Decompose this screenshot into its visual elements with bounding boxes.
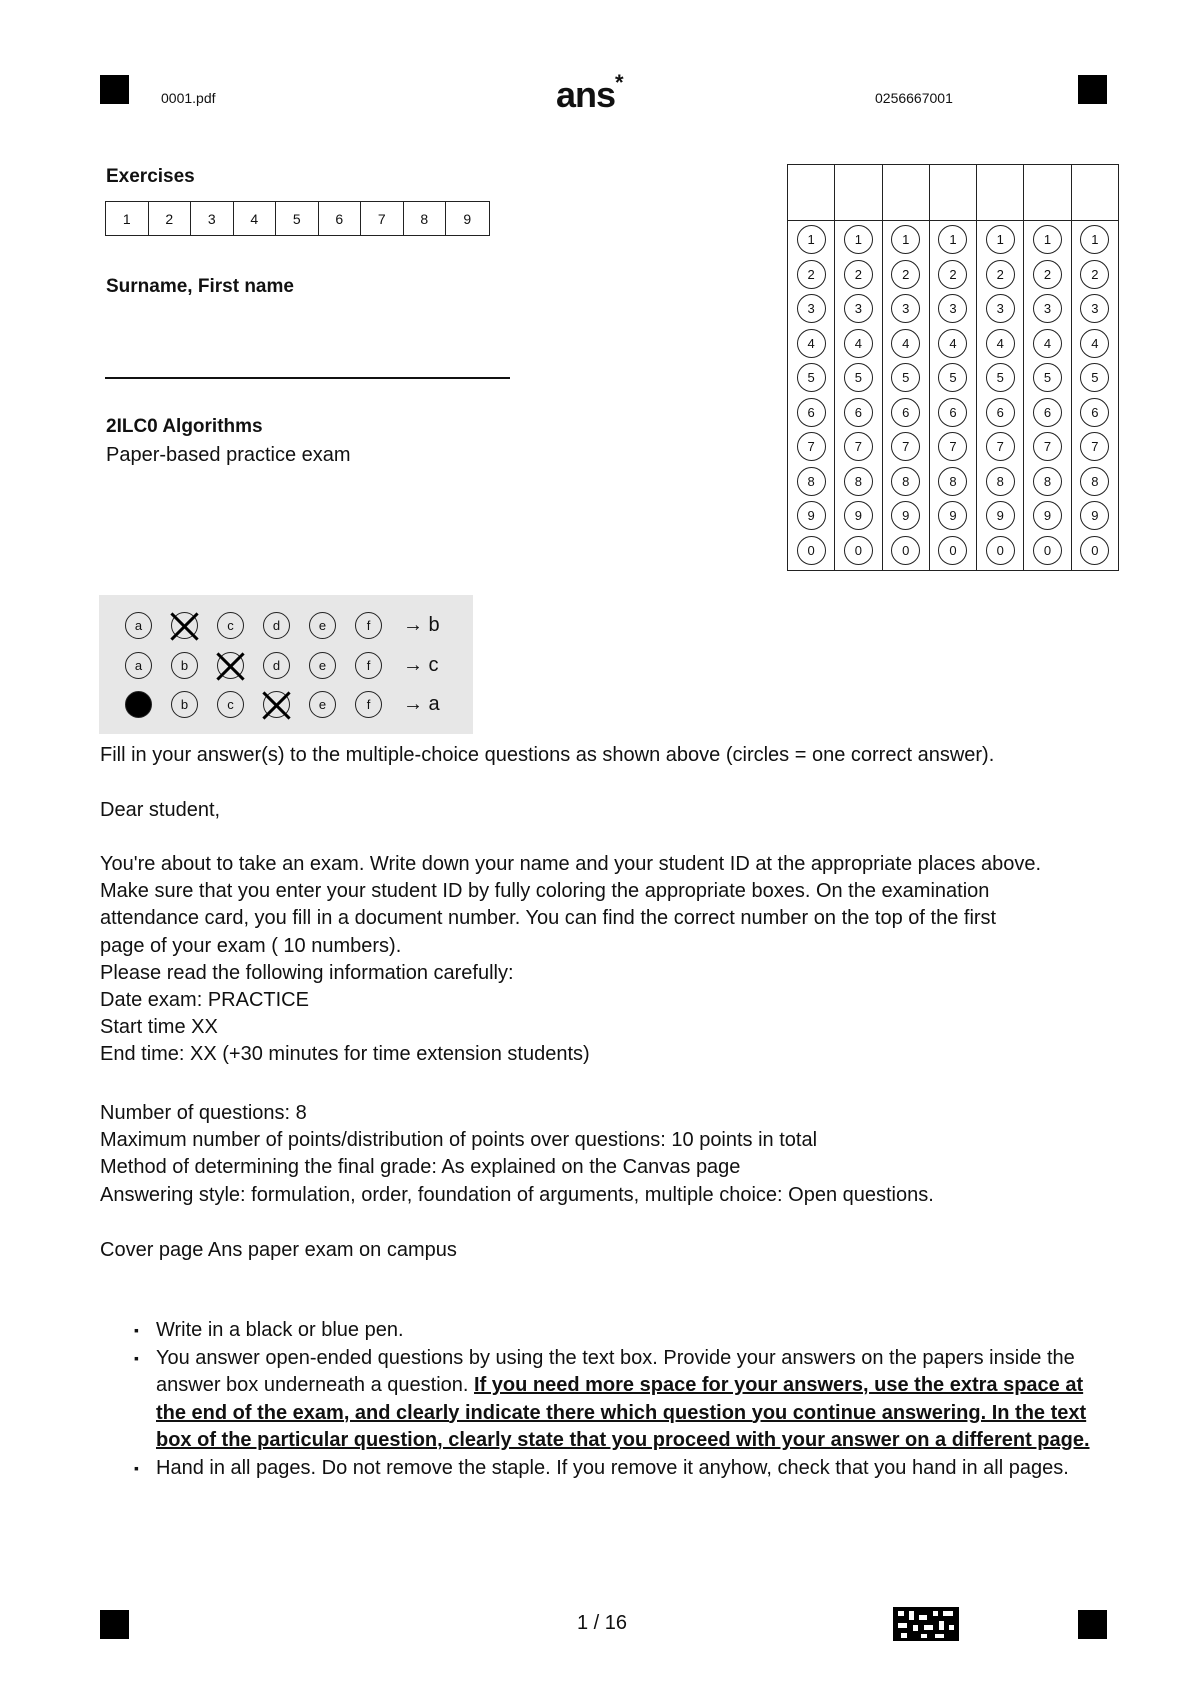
id-bubble-1[interactable]: 1 <box>891 225 920 254</box>
emphasis-text: If you need more space for your answers, use the extra space at the end of the exam, and clearly indicate there which question you continue answering. In the text box of the particular question, clearly state that you proceed with your answer on a different page. <box>156 1374 1090 1451</box>
id-bubble-7[interactable]: 7 <box>986 432 1015 461</box>
example-result: → a <box>403 693 440 715</box>
exercise-box-4[interactable]: 4 <box>234 202 277 235</box>
example-option-d-empty: d <box>263 652 290 679</box>
id-bubble-8[interactable]: 8 <box>938 467 967 496</box>
id-digit-box[interactable] <box>883 165 929 221</box>
example-option-c-empty: c <box>217 612 244 639</box>
exercise-box-8[interactable]: 8 <box>404 202 447 235</box>
text-line: Answering style: formulation, order, foundation of arguments, multiple choice: Open questions. <box>100 1183 934 1206</box>
id-bubble-3[interactable]: 3 <box>1033 294 1062 323</box>
id-bubble-8[interactable]: 8 <box>844 467 873 496</box>
exercise-box-9[interactable]: 9 <box>463 210 472 227</box>
example-option-c-cross <box>217 652 244 679</box>
id-digit-box[interactable] <box>1024 165 1070 221</box>
example-option-b-empty: b <box>171 652 198 679</box>
id-bubble-3[interactable]: 3 <box>844 294 873 323</box>
id-bubble-8[interactable]: 8 <box>1080 467 1109 496</box>
text-line: Start time XX <box>100 1016 218 1039</box>
example-result: → b <box>403 614 440 636</box>
id-bubble-0[interactable]: 0 <box>844 536 873 565</box>
exercise-box-5[interactable]: 5 <box>276 202 319 235</box>
id-bubble-9[interactable]: 9 <box>986 501 1015 530</box>
id-bubble-8[interactable]: 8 <box>891 467 920 496</box>
id-bubble-1[interactable]: 1 <box>1080 225 1109 254</box>
id-bubble-9[interactable]: 9 <box>891 501 920 530</box>
id-bubble-9[interactable]: 9 <box>1033 501 1062 530</box>
student-id-grid <box>787 164 1119 571</box>
cover-page-note: Cover page Ans paper exam on campus <box>100 1239 457 1261</box>
id-column-5 <box>977 165 1024 570</box>
id-bubble-3[interactable]: 3 <box>938 294 967 323</box>
text-line: You're about to take an exam. Write down your name and your student ID at the appropriate places above. <box>100 853 1042 875</box>
id-bubble-9[interactable]: 9 <box>1080 501 1109 530</box>
text-line: Date exam: PRACTICE <box>100 989 309 1012</box>
example-option-d-cross <box>263 691 290 718</box>
id-bubble-3[interactable]: 3 <box>891 294 920 323</box>
id-bubble-4[interactable]: 4 <box>938 329 967 358</box>
example-option-a-empty: a <box>125 612 152 639</box>
text-line: End time: XX (+30 minutes for time extension students) <box>100 1043 590 1066</box>
id-bubble-6[interactable]: 6 <box>938 398 967 427</box>
id-bubble-4[interactable]: 4 <box>1080 329 1109 358</box>
id-bubble-0[interactable]: 0 <box>1033 536 1062 565</box>
id-bubble-9[interactable]: 9 <box>797 501 826 530</box>
example-option-e-empty: e <box>309 691 336 718</box>
id-bubble-2[interactable]: 2 <box>986 260 1015 289</box>
id-bubble-0[interactable]: 0 <box>1080 536 1109 565</box>
exercise-box-1[interactable]: 1 <box>106 202 149 235</box>
list-item: ▪ You answer open-ended questions by using the text box. Provide your answers on the papers inside the answer box underneath a question. If you need more space for your answers, use the extra space at the end of the exam, and clearly indicate there which question you continue answering. In the text box of the particular question, clearly state that you proceed with your answer on a different page. <box>134 1345 1110 1455</box>
text-line: attendance card, you fill in a document number. You can find the correct number on the top of the first <box>100 907 997 930</box>
id-bubble-column <box>930 221 976 570</box>
greeting: Dear student, <box>100 799 221 821</box>
id-bubble-8[interactable]: 8 <box>1033 467 1062 496</box>
multiple-choice-example <box>99 595 473 734</box>
text-line: Please read the following information carefully: <box>100 961 514 984</box>
id-column-2 <box>835 165 882 570</box>
id-digit-box[interactable] <box>977 165 1023 221</box>
id-bubble-6[interactable]: 6 <box>1080 398 1109 427</box>
id-bubble-2[interactable]: 2 <box>797 260 826 289</box>
exercise-box-3[interactable]: 3 <box>191 202 234 235</box>
exercise-box-2[interactable]: 2 <box>149 202 192 235</box>
id-bubble-5[interactable]: 5 <box>986 363 1015 392</box>
id-bubble-3[interactable]: 3 <box>797 294 826 323</box>
example-option-d-empty: d <box>263 612 290 639</box>
id-bubble-6[interactable]: 6 <box>891 398 920 427</box>
id-bubble-4[interactable]: 4 <box>797 329 826 358</box>
ans-logo: ans* <box>556 70 623 115</box>
id-bubble-2[interactable]: 2 <box>844 260 873 289</box>
id-bubble-column <box>977 221 1023 570</box>
example-option-f-empty: f <box>355 691 382 718</box>
text-line: Number of questions: 8 <box>100 1102 307 1124</box>
id-bubble-column <box>1024 221 1070 570</box>
id-bubble-7[interactable]: 7 <box>891 432 920 461</box>
list-item: ▪ Hand in all pages. Do not remove the staple. If you remove it anyhow, check that you hand in all pages. <box>134 1455 1110 1483</box>
example-option-a-filled <box>125 691 152 718</box>
id-bubble-5[interactable]: 5 <box>891 363 920 392</box>
id-bubble-8[interactable]: 8 <box>986 467 1015 496</box>
id-bubble-7[interactable]: 7 <box>938 432 967 461</box>
id-bubble-1[interactable]: 1 <box>938 225 967 254</box>
id-column-4 <box>930 165 977 570</box>
rules-list <box>134 1317 1110 1482</box>
id-bubble-8[interactable]: 8 <box>797 467 826 496</box>
example-option-c-empty: c <box>217 691 244 718</box>
id-digit-box[interactable] <box>1072 165 1118 221</box>
id-bubble-5[interactable]: 5 <box>797 363 826 392</box>
exercise-box-6[interactable]: 6 <box>319 202 362 235</box>
name-write-line[interactable] <box>105 377 510 379</box>
registration-mark-bottom-right <box>1078 1610 1107 1639</box>
example-result: → c <box>403 654 439 676</box>
id-bubble-7[interactable]: 7 <box>797 432 826 461</box>
id-bubble-column <box>788 221 834 570</box>
id-bubble-9[interactable]: 9 <box>938 501 967 530</box>
id-bubble-3[interactable]: 3 <box>986 294 1015 323</box>
example-option-f-empty: f <box>355 612 382 639</box>
intro-paragraph <box>100 851 1110 1069</box>
id-bubble-column <box>835 221 881 570</box>
id-bubble-6[interactable]: 6 <box>797 398 826 427</box>
course-title: 2ILC0 Algorithms <box>106 416 263 437</box>
id-column-3 <box>883 165 930 570</box>
barcode-icon <box>893 1607 959 1641</box>
id-digit-box[interactable] <box>788 165 834 221</box>
file-name: 0001.pdf <box>161 90 216 106</box>
name-label: Surname, First name <box>106 276 294 297</box>
id-bubble-3[interactable]: 3 <box>1080 294 1109 323</box>
id-bubble-4[interactable]: 4 <box>844 329 873 358</box>
text-line: page of your exam ( 10 numbers). <box>100 934 402 957</box>
document-number: 0256667001 <box>875 90 953 106</box>
registration-mark-bottom-left <box>100 1610 129 1639</box>
exercise-box-7[interactable]: 7 <box>361 202 404 235</box>
example-option-b-empty: b <box>171 691 198 718</box>
example-option-e-empty: e <box>309 652 336 679</box>
exercises-row <box>105 201 490 236</box>
id-bubble-5[interactable]: 5 <box>844 363 873 392</box>
id-bubble-5[interactable]: 5 <box>938 363 967 392</box>
id-bubble-5[interactable]: 5 <box>1033 363 1062 392</box>
id-bubble-1[interactable]: 1 <box>797 225 826 254</box>
text-line: Maximum number of points/distribution of points over questions: 10 points in total <box>100 1129 818 1152</box>
id-bubble-7[interactable]: 7 <box>1080 432 1109 461</box>
id-bubble-0[interactable]: 0 <box>986 536 1015 565</box>
id-column-7 <box>1072 165 1118 570</box>
id-bubble-6[interactable]: 6 <box>844 398 873 427</box>
text-line: Method of determining the final grade: As explained on the Canvas page <box>100 1156 741 1179</box>
id-bubble-7[interactable]: 7 <box>844 432 873 461</box>
id-digit-box[interactable] <box>835 165 881 221</box>
registration-mark-top-left <box>100 75 129 104</box>
id-bubble-1[interactable]: 1 <box>1033 225 1062 254</box>
id-bubble-column <box>1072 221 1118 570</box>
id-bubble-6[interactable]: 6 <box>986 398 1015 427</box>
id-bubble-0[interactable]: 0 <box>797 536 826 565</box>
id-bubble-4[interactable]: 4 <box>986 329 1015 358</box>
id-bubble-column <box>883 221 929 570</box>
id-bubble-2[interactable]: 2 <box>1080 260 1109 289</box>
example-option-b-cross <box>171 612 198 639</box>
id-bubble-5[interactable]: 5 <box>1080 363 1109 392</box>
id-bubble-6[interactable]: 6 <box>1033 398 1062 427</box>
example-option-f-empty: f <box>355 652 382 679</box>
id-bubble-2[interactable]: 2 <box>891 260 920 289</box>
id-bubble-9[interactable]: 9 <box>844 501 873 530</box>
id-bubble-0[interactable]: 0 <box>891 536 920 565</box>
id-bubble-1[interactable]: 1 <box>986 225 1015 254</box>
id-bubble-7[interactable]: 7 <box>1033 432 1062 461</box>
id-digit-box[interactable] <box>930 165 976 221</box>
id-column-6 <box>1024 165 1071 570</box>
id-bubble-2[interactable]: 2 <box>938 260 967 289</box>
exercises-title: Exercises <box>106 166 195 187</box>
text-line: Make sure that you enter your student ID by fully coloring the appropriate boxes. On the examination <box>100 880 990 903</box>
id-bubble-4[interactable]: 4 <box>891 329 920 358</box>
exam-info <box>100 1100 1110 1209</box>
registration-mark-top-right <box>1078 75 1107 104</box>
id-bubble-4[interactable]: 4 <box>1033 329 1062 358</box>
id-bubble-2[interactable]: 2 <box>1033 260 1062 289</box>
example-option-a-empty: a <box>125 652 152 679</box>
list-item: ▪ Write in a black or blue pen. <box>134 1317 1110 1345</box>
example-option-e-empty: e <box>309 612 336 639</box>
example-row-2 <box>125 652 439 679</box>
example-row-1 <box>125 612 440 639</box>
fill-in-instruction: Fill in your answer(s) to the multiple-choice questions as shown above (circles = one correct answer). <box>100 744 995 766</box>
id-bubble-1[interactable]: 1 <box>844 225 873 254</box>
course-subtitle: Paper-based practice exam <box>106 444 351 466</box>
example-row-3 <box>125 691 440 718</box>
id-bubble-0[interactable]: 0 <box>938 536 967 565</box>
page-number: 1 / 16 <box>577 1612 628 1634</box>
id-column-1 <box>788 165 835 570</box>
